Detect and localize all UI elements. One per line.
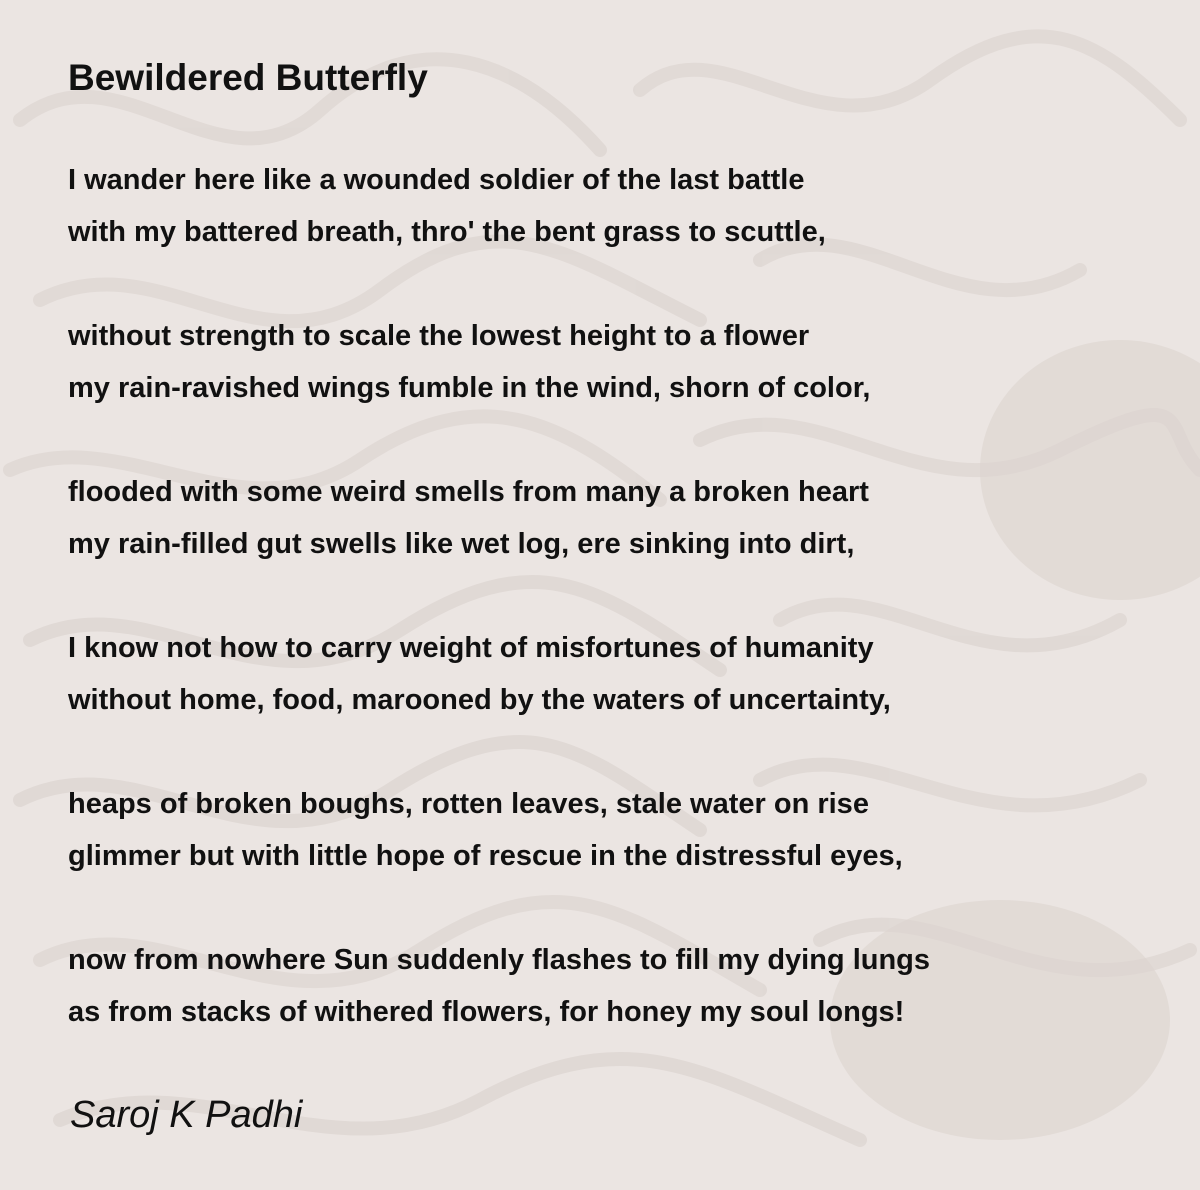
poem-title: Bewildered Butterfly: [68, 57, 428, 98]
stanza: [68, 466, 1148, 570]
poem-line: as from stacks of withered flowers, for honey my soul longs!: [68, 996, 905, 1028]
poem-author: Saroj K Padhi: [70, 1094, 303, 1136]
poem-line: without strength to scale the lowest height to a flower: [68, 320, 810, 352]
poem-line: now from nowhere Sun suddenly flashes to fill my dying lungs: [68, 944, 931, 976]
poem-line: flooded with some weird smells from many a broken heart: [68, 476, 869, 508]
stanza: [68, 622, 1148, 726]
poem-line: heaps of broken boughs, rotten leaves, stale water on rise: [68, 788, 869, 820]
poem-line: I wander here like a wounded soldier of the last battle: [68, 164, 805, 196]
poem-line: I know not how to carry weight of misfortunes of humanity: [68, 632, 874, 664]
stanza: [68, 310, 1148, 414]
poem-line: my rain-ravished wings fumble in the wind, shorn of color,: [68, 372, 871, 404]
stanza: [68, 154, 1148, 258]
poem-line: my rain-filled gut swells like wet log, ere sinking into dirt,: [68, 528, 855, 560]
stanza: [68, 778, 1148, 882]
poem-line: with my battered breath, thro' the bent grass to scuttle,: [68, 216, 826, 248]
stanza: [68, 934, 1148, 1038]
poem-body: [68, 154, 1148, 1090]
poem-line: glimmer but with little hope of rescue in the distressful eyes,: [68, 840, 903, 872]
poem-line: without home, food, marooned by the waters of uncertainty,: [68, 684, 891, 716]
